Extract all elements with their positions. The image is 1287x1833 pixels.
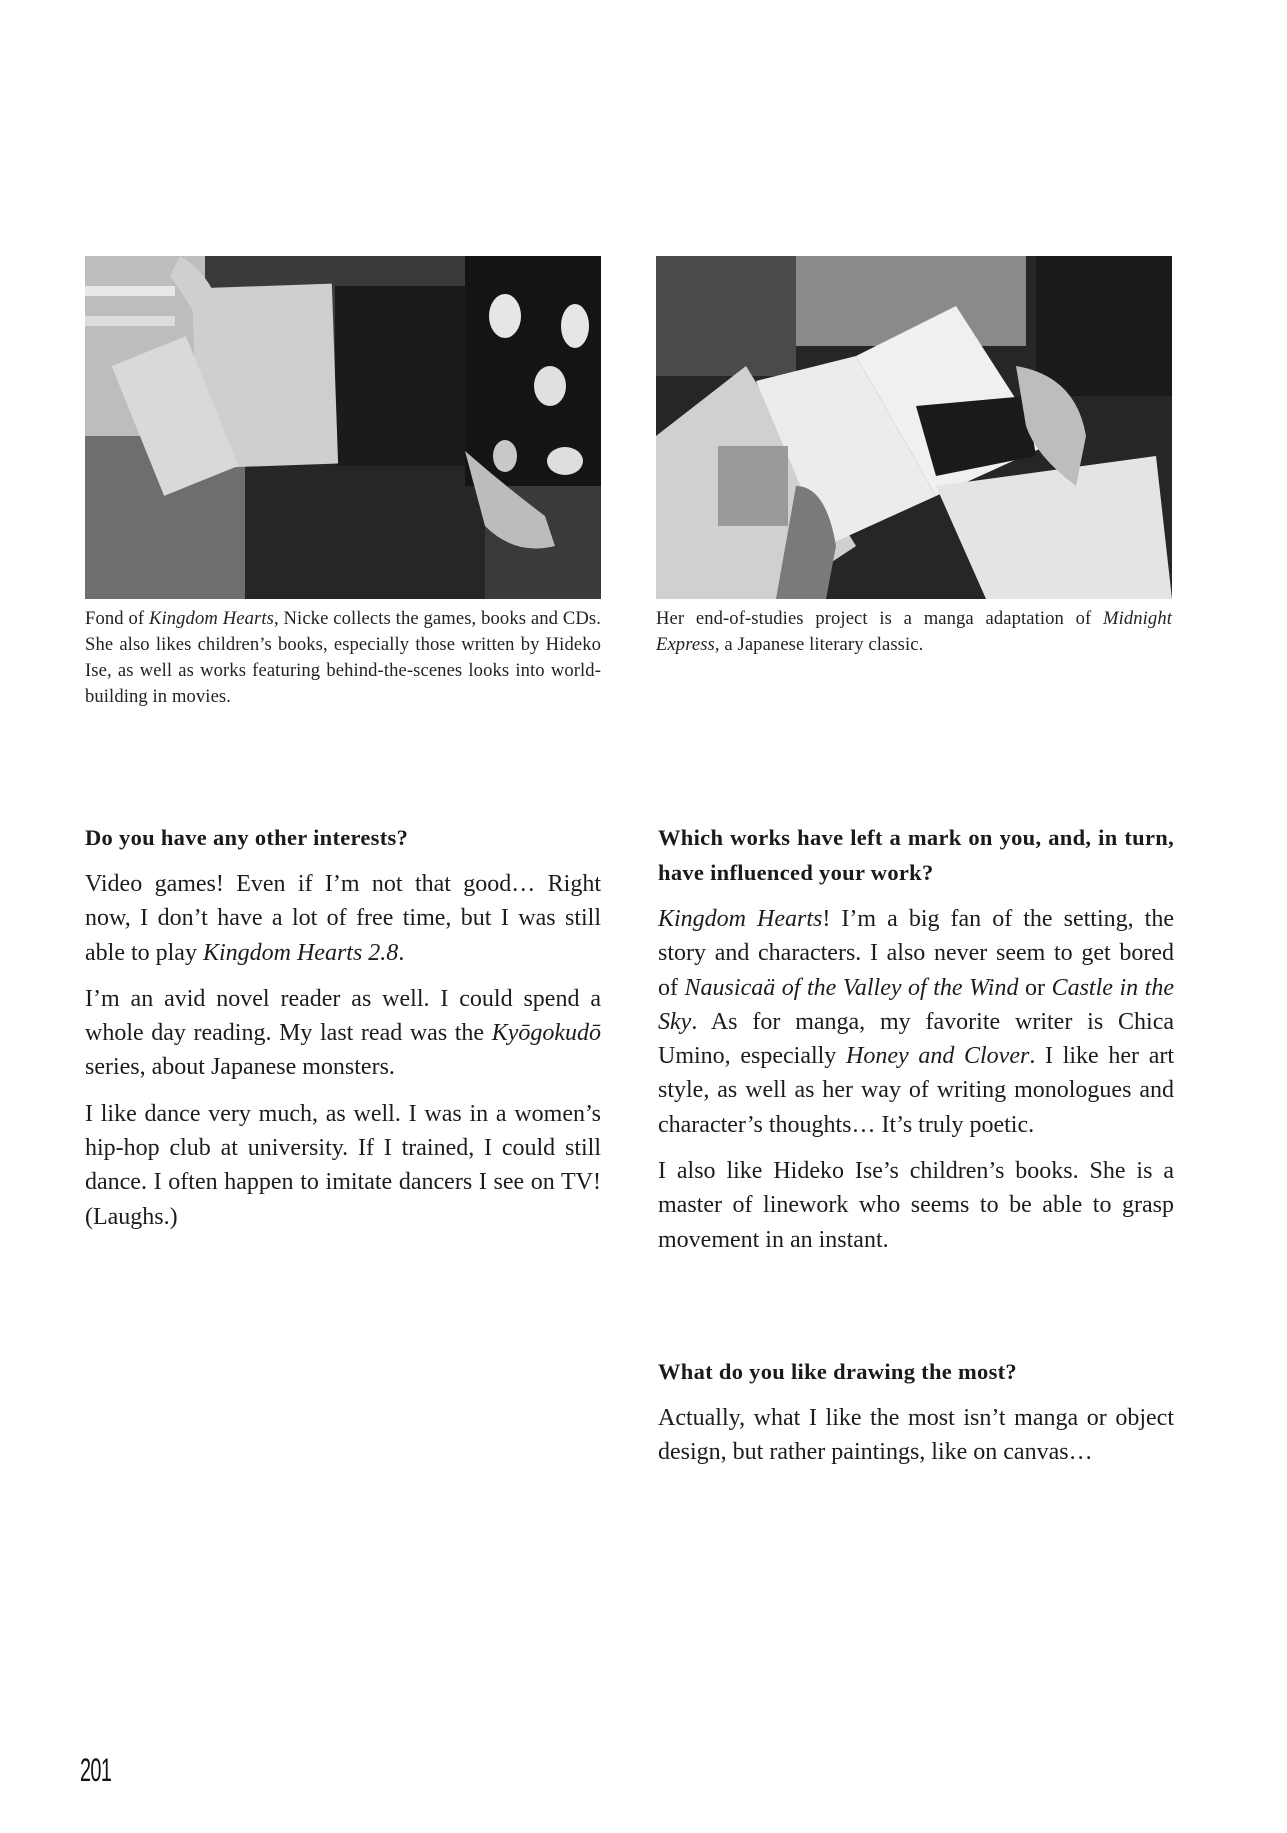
caption-title-italic: Kingdom Hearts bbox=[149, 608, 274, 629]
answer-text: I’m an avid novel reader as well. I could spend a whole day reading. My last read was the bbox=[85, 985, 601, 1047]
answer-text: . As for manga, my favorite writer is Chica Umino, especially bbox=[658, 1008, 1174, 1070]
caption-text: Fond of bbox=[85, 608, 149, 629]
question-other-interests: Do you have any other interests? bbox=[85, 825, 409, 850]
answer-paragraph bbox=[85, 1097, 601, 1234]
answer-text: ! I’m a big fan of the setting, the story and characters. I also never seem to get bored of bbox=[658, 906, 1174, 1001]
title-italic: Kingdom Hearts 2.8 bbox=[202, 939, 399, 966]
title-italic: Honey and Clover bbox=[846, 1043, 1030, 1070]
photo-caption-left bbox=[85, 606, 601, 710]
photo-kingdom-hearts-image bbox=[85, 256, 601, 599]
answer-text: . bbox=[398, 939, 405, 966]
caption-text: , Nicke collects the games, books and CDs. She also likes children’s books, especially those written by Hideko Ise, as well as works featuring behind-the-scenes looks into world-building in movies. bbox=[85, 608, 601, 707]
answer-text: series, about Japanese monsters. bbox=[85, 1054, 395, 1081]
right-interview-column-2 bbox=[658, 1354, 1174, 1482]
answer-paragraph bbox=[85, 867, 601, 970]
photo-manga-image bbox=[656, 256, 1172, 599]
caption-title-italic: Midnight Express bbox=[656, 608, 1172, 655]
title-italic: Kyōgokudō bbox=[491, 1020, 601, 1047]
right-interview-column bbox=[658, 820, 1174, 1269]
title-italic: Kingdom Hearts bbox=[658, 906, 823, 932]
answer-paragraph: Actually, what I like the most isn’t manga or object design, but rather paintings, like on canvas… bbox=[658, 1405, 1174, 1466]
title-italic: Nausicaä of the Valley of the Wind bbox=[684, 974, 1019, 1001]
answer-text: or bbox=[1018, 974, 1052, 1001]
caption-text: , a Japanese literary classic. bbox=[714, 634, 924, 655]
page-number: 201 bbox=[80, 1752, 112, 1788]
answer-text: I like dance very much, as well. I was in a women’s hip-hop club at university. If I trained, I could still dance. I often happen to imitate dancers I see on TV! (Laughs.) bbox=[85, 1100, 601, 1230]
photo-caption-right bbox=[656, 606, 1172, 658]
question-drawing-most: What do you like drawing the most? bbox=[658, 1359, 1017, 1384]
photo-manga-sketchbook bbox=[656, 256, 1172, 599]
photo-kingdom-hearts-collection bbox=[85, 256, 601, 599]
question-influential-works: Which works have left a mark on you, and, in turn, have influenced your work? bbox=[658, 825, 1174, 885]
answer-paragraph bbox=[85, 982, 601, 1085]
left-interview-column bbox=[85, 820, 601, 1246]
answer-paragraph: I also like Hideko Ise’s children’s books. She is a master of linework who seems to be able to grasp movement in an instant. bbox=[658, 1158, 1174, 1253]
caption-text: Her end-of-studies project is a manga adaptation of bbox=[656, 608, 1104, 629]
answer-text: Video games! Even if I’m not that good… Right now, I don’t have a lot of free time, but I was still able to play bbox=[85, 871, 601, 966]
title-italic: Castle in the Sky bbox=[658, 974, 1174, 1035]
answer-text: . I like her art style, as well as her way of writing monologues and character’s thoughts… It’s truly poetic. bbox=[658, 1043, 1174, 1138]
answer-paragraph bbox=[658, 902, 1174, 1142]
